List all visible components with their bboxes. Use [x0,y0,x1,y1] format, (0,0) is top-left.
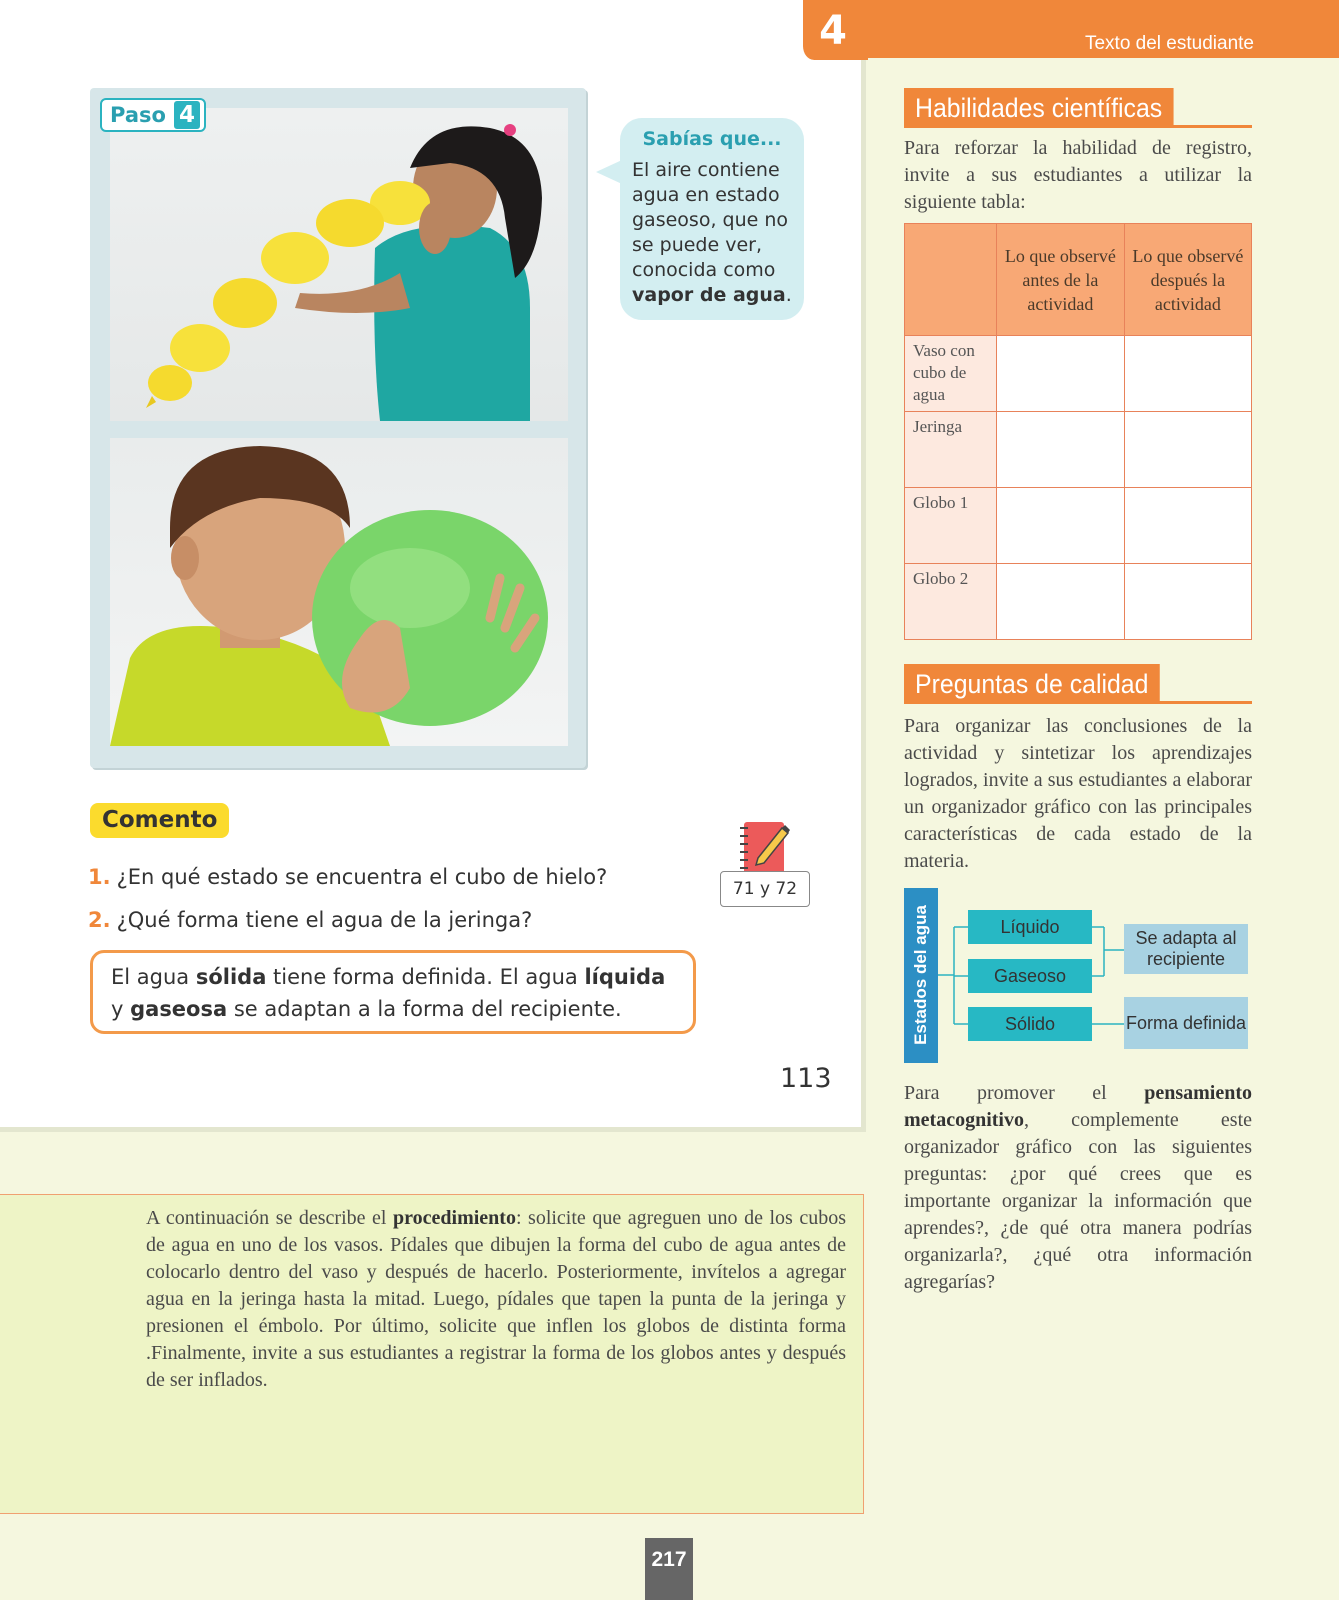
table-row-label: Globo 1 [905,488,997,564]
preguntas-heading [904,664,1252,704]
chapter-number: 4 [819,8,847,54]
table-header-cell: Lo que observé después la actividad [1124,224,1251,336]
header-bar [866,0,1339,58]
table-row [905,412,1252,488]
sabias-bubble-tail [596,160,622,184]
meta-text: Para promover el [904,1082,1145,1104]
table-row [905,336,1252,412]
question-1 [88,865,607,889]
record-table [904,223,1252,640]
table-row [905,488,1252,564]
organizer-root [904,888,938,1063]
question-2 [88,908,532,932]
table-cell [997,564,1125,640]
table-row-label: Globo 2 [905,564,997,640]
habilidades-text: Para reforzar la habilidad de registro, invite a sus estudiantes a utilizar la siguiente tabla: [904,137,1252,213]
sabias-body: El aire contiene agua en estado gaseoso, que no se puede ver, conocida como [632,159,789,281]
table-cell [1124,336,1251,412]
table-cell [997,336,1125,412]
preguntas-title: Preguntas de calidad [904,664,1159,704]
habilidades-heading [904,88,1252,128]
table-cell [1124,488,1251,564]
paso-number: 4 [174,101,200,129]
sabias-text [632,158,792,308]
answer-text: El agua [111,965,196,989]
photo-girl-yellow-balloon [110,108,568,421]
metacognitivo-text [904,1080,1252,1296]
answer-bold: líquida [584,965,666,989]
table-row-label: Vaso con cubo de agua [905,336,997,412]
answer-bold: gaseosa [130,997,228,1021]
sabias-bold: vapor de agua [632,284,786,306]
table-cell [997,488,1125,564]
table-cell [1124,564,1251,640]
paso-badge [100,98,206,132]
procedure-body: : solicite que agreguen uno de los cubos de agua en uno de los vasos. Pídales que dibujen la forma del cubo de agua antes de colocarlo dentro del vaso y después de hacerlo. Posteriormente, invítelos a agregar agua en la jeringa hasta la mitad. Luego, pídales que tapen la punta de la jeringa y presionen el émbolo. Por último, solicite que inflen los globos de distinta forma .Finalmente, invite a sus estudiantes a registrar la forma de los globos antes y después de ser inflados. [146,1207,846,1391]
student-page-number: 113 [780,1063,832,1094]
question-number: 2. [88,908,111,932]
characteristic-adapta: Se adapta al recipiente [1124,924,1248,974]
workbook-pages-ref: 71 y 72 [720,871,810,907]
question-text: ¿En qué estado se encuentra el cubo de hielo? [116,865,608,889]
chapter-tab [800,0,868,60]
photo-boy-green-balloon [110,438,568,746]
sabias-end: . [785,284,792,306]
comento-label: Comento [90,803,229,838]
sabias-que-bubble [620,118,804,320]
answer-text: tiene forma definida. El agua [266,965,585,989]
preguntas-text: Para organizar las conclusiones de la actividad y sintetizar los aprendizajes logrados, invite a sus estudiantes a elaborar un organizador gráfico con las principales características de cada estado de la materia. [904,715,1252,872]
table-cell [1124,412,1251,488]
question-number: 1. [88,865,111,889]
procedure-box [0,1194,864,1514]
states-organizer [904,888,1252,1063]
answer-bold: sólida [195,965,267,989]
photo-panel [90,88,586,768]
answer-text: y [111,997,131,1021]
answer-text: se adaptan a la forma del recipiente. [227,997,622,1021]
table-header-cell [905,224,997,336]
state-gaseoso: Gaseoso [968,959,1092,993]
organizer-root-label: Estados del agua [911,905,930,1045]
procedure-body: A continuación se describe el [146,1207,393,1229]
page-number: 217 [645,1538,693,1600]
table-cell [997,412,1125,488]
characteristic-forma: Forma definida [1124,997,1248,1049]
answer-box [90,950,696,1034]
meta-bold: pensamiento metacognitivo [904,1082,1252,1131]
student-page [0,0,866,1132]
question-text: ¿Qué forma tiene el agua de la jeringa? [116,908,533,932]
state-liquido: Líquido [968,910,1092,944]
table-row [905,564,1252,640]
state-solido: Sólido [968,1007,1092,1041]
paso-label: Paso [110,103,166,127]
table-header-cell: Lo que observé antes de la actividad [997,224,1125,336]
header-title: Texto del estudiante [1084,33,1254,54]
meta-text: , complemente este organizador gráfico con las siguientes preguntas: ¿por qué crees que es importante organizar la información que aprendes?, ¿de qué otra manera podrías organizarla?, ¿qué otra información agregarías? [904,1109,1252,1293]
table-header-row [905,224,1252,336]
table-row-label: Jeringa [905,412,997,488]
procedure-text [146,1205,846,1394]
habilidades-title: Habilidades científicas [904,88,1173,128]
sabias-title: Sabías que... [642,128,782,150]
procedure-bold: procedimiento [393,1207,516,1229]
